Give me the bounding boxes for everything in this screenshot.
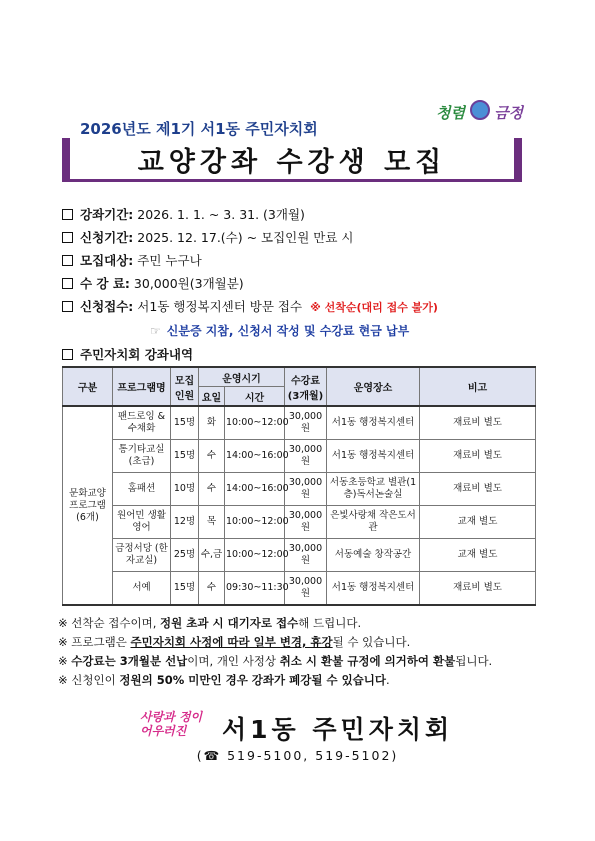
capacity-cell: 15명	[171, 406, 199, 440]
notice-emphasis: 정원 초과 시 대기자로 접수	[160, 616, 299, 630]
header-category: 구분	[63, 367, 113, 406]
place-cell: 서동초등학교 별관(1층)독서논술실	[327, 473, 420, 506]
info-value: 주민 누구나	[137, 253, 202, 268]
header-time: 시간	[225, 387, 285, 407]
info-label: 수 강 료:	[80, 276, 130, 291]
info-row	[62, 203, 438, 226]
program-cell: 금정서당 (한자교실)	[113, 539, 171, 572]
info-list	[62, 203, 438, 318]
subtitle: 2026년도 제1기 서1동 주민자치회	[80, 120, 318, 138]
notice-text: .	[386, 673, 390, 687]
fee-cell: 30,000원	[285, 406, 327, 440]
logo-text-right: 금정	[494, 104, 523, 122]
notice-item	[58, 614, 492, 633]
notice-item	[58, 652, 492, 671]
notice-emphasis: 정원의 50% 미만인 경우 강좌가 폐강될 수 있습니다	[119, 673, 387, 687]
place-cell: 서1동 행정복지센터	[327, 406, 420, 440]
remark-cell: 재료비 별도	[420, 572, 536, 606]
info-row	[62, 272, 438, 295]
notice-text: ※ 신청인이	[58, 673, 120, 687]
title-bar-right	[514, 138, 522, 180]
remark-cell: 재료비 별도	[420, 440, 536, 473]
time-cell: 09:30~11:30	[225, 572, 285, 606]
checkbox-bullet-icon	[62, 301, 73, 312]
info-label: 신청접수:	[80, 299, 134, 314]
program-cell: 홈패션	[113, 473, 171, 506]
category-cell: 문화교양 프로그램 (6개)	[63, 406, 113, 605]
capacity-cell: 12명	[171, 506, 199, 539]
place-cell: 서1동 행정복지센터	[327, 572, 420, 606]
title-banner	[62, 132, 522, 182]
table-row	[63, 406, 536, 440]
info-value: 2026. 1. 1. ~ 3. 31. (3개월)	[137, 207, 305, 222]
info-label: 강좌기간:	[80, 207, 134, 222]
notice-emphasis: 주민자치회 사정에 따라 일부 변경, 휴강	[130, 635, 333, 649]
day-cell: 수	[199, 440, 225, 473]
notice-emphasis: 수강료는 3개월분 선납	[71, 654, 188, 668]
time-cell: 10:00~12:00	[225, 406, 285, 440]
integrity-logo	[436, 98, 554, 128]
course-table	[62, 366, 536, 606]
fee-cell: 30,000원	[285, 539, 327, 572]
header-fee: 수강료 (3개월)	[285, 367, 327, 406]
program-cell: 팬드로잉 &수채화	[113, 406, 171, 440]
time-cell: 14:00~16:00	[225, 473, 285, 506]
day-cell: 수	[199, 473, 225, 506]
place-cell: 서동예술 창작공간	[327, 539, 420, 572]
header-capacity: 모집 인원	[171, 367, 199, 406]
notice-text: 해 드립니다.	[298, 616, 362, 630]
info-label: 신청기간:	[80, 230, 134, 245]
place-cell: 은빛사랑채 작은도서관	[327, 506, 420, 539]
remark-cell: 교재 별도	[420, 506, 536, 539]
checkbox-bullet-icon	[62, 349, 73, 360]
notice-text: 이며, 개인 사정상	[187, 654, 280, 668]
table-row	[63, 473, 536, 506]
slogan	[140, 710, 202, 738]
time-cell: 10:00~12:00	[225, 506, 285, 539]
requirements-text: 신분증 지참, 신청서 작성 및 수강료 현금 납부	[166, 324, 410, 338]
logo-emblem-icon	[470, 100, 490, 120]
time-cell: 10:00~12:00	[225, 539, 285, 572]
info-row	[62, 249, 438, 272]
header-schedule: 운영시기	[199, 367, 285, 387]
table-row	[63, 572, 536, 606]
table-row	[63, 440, 536, 473]
fee-cell: 30,000원	[285, 473, 327, 506]
header-place: 운영장소	[327, 367, 420, 406]
header-remark: 비고	[420, 367, 536, 406]
day-cell: 화	[199, 406, 225, 440]
program-cell: 통기타교실 (초급)	[113, 440, 171, 473]
fee-cell: 30,000원	[285, 506, 327, 539]
logo-text-left: 청렴	[436, 104, 465, 122]
info-value: 30,000원(3개월분)	[133, 276, 244, 291]
notice-text: 될 수 있습니다.	[332, 635, 411, 649]
section-title-text: 주민자치회 강좌내역	[80, 347, 194, 362]
remark-cell: 재료비 별도	[420, 473, 536, 506]
info-value: 2025. 12. 17.(수) ~ 모집인원 만료 시	[137, 230, 354, 245]
organization-name: 서1동 주민자치회	[222, 715, 454, 744]
contact-phone: (☎ 519-5100, 519-5102)	[196, 748, 399, 763]
capacity-cell: 25명	[171, 539, 199, 572]
capacity-cell: 10명	[171, 473, 199, 506]
notice-text: 됩니다.	[455, 654, 493, 668]
section-title	[62, 345, 193, 363]
notice-text: ※ 프로그램은	[58, 635, 131, 649]
header-day: 요일	[199, 387, 225, 407]
checkbox-bullet-icon	[62, 278, 73, 289]
footer-signature	[140, 706, 460, 746]
capacity-cell: 15명	[171, 572, 199, 606]
slogan-line-1: 사랑과 정이	[140, 710, 203, 724]
checkbox-bullet-icon	[62, 255, 73, 266]
fee-cell: 30,000원	[285, 440, 327, 473]
day-cell: 수	[199, 572, 225, 606]
info-label: 모집대상:	[80, 253, 134, 268]
table-row	[63, 539, 536, 572]
notice-item	[58, 633, 492, 652]
pointing-hand-icon: ☞	[150, 324, 161, 338]
fee-cell: 30,000원	[285, 572, 327, 606]
remark-cell: 교재 별도	[420, 539, 536, 572]
remark-cell: 재료비 별도	[420, 406, 536, 440]
time-cell: 14:00~16:00	[225, 440, 285, 473]
checkbox-bullet-icon	[62, 232, 73, 243]
page-title: 교양강좌 수강생 모집	[137, 147, 447, 178]
notice-emphasis: 취소 시 환불 규정에 의거하여 환불	[279, 654, 456, 668]
program-cell: 서예	[113, 572, 171, 606]
header-program: 프로그램명	[113, 367, 171, 406]
checkbox-bullet-icon	[62, 209, 73, 220]
notice-text: ※ 선착순 접수이며,	[58, 616, 161, 630]
info-row	[62, 295, 438, 318]
table-row	[63, 506, 536, 539]
notice-list	[58, 614, 492, 690]
info-row	[62, 226, 438, 249]
slogan-line-2: 어우러진	[140, 724, 187, 738]
capacity-cell: 15명	[171, 440, 199, 473]
application-requirements	[150, 322, 409, 339]
notice-item	[58, 671, 492, 690]
info-value: 서1동 행정복지센터 방문 접수	[137, 299, 303, 314]
day-cell: 수,금	[199, 539, 225, 572]
program-cell: 원어민 생활영어	[113, 506, 171, 539]
place-cell: 서1동 행정복지센터	[327, 440, 420, 473]
first-come-note: ※ 선착순(대리 접수 불가)	[310, 301, 438, 314]
notice-text: ※	[58, 654, 72, 668]
day-cell: 목	[199, 506, 225, 539]
